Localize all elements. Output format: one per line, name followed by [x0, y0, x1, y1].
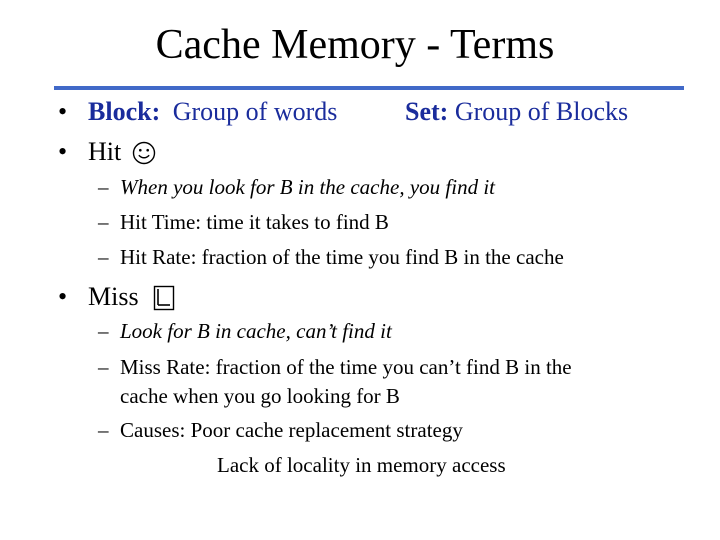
title-divider — [54, 86, 684, 90]
miss-dash-1: – — [98, 319, 109, 343]
smiley-face-icon — [132, 141, 156, 170]
block-definition — [88, 97, 337, 127]
set-definition — [405, 97, 628, 127]
set-text: Group of Blocks — [454, 97, 629, 126]
frown-face-icon — [153, 285, 175, 316]
block-text: Group of words — [172, 97, 338, 126]
miss-subitem-2-cont: cache when you go looking for B — [120, 384, 400, 408]
miss-subitem-1: Look for B in cache, can’t find it — [120, 319, 392, 343]
hit-subitem-3: Hit Rate: fraction of the time you find B in the cache — [120, 245, 564, 269]
set-term: Set: — [405, 97, 449, 126]
hit-dash-3: – — [98, 245, 109, 269]
bullet-miss: • — [58, 282, 68, 311]
hit-subitem-1: When you look for B in the cache, you find it — [120, 175, 495, 199]
slide-title: Cache Memory - Terms — [155, 22, 555, 68]
hit-subitem-2: Hit Time: time it takes to find B — [120, 210, 389, 234]
hit-label: Hit — [88, 137, 122, 166]
miss-dash-2: – — [98, 355, 109, 379]
miss-dash-3: – — [98, 418, 109, 442]
miss-subitem-2: Miss Rate: fraction of the time you can’t find B in the — [120, 355, 572, 379]
block-term: Block: — [88, 97, 161, 126]
miss-label: Miss — [88, 282, 139, 311]
miss-subitem-3: Causes: Poor cache replacement strategy — [120, 418, 463, 442]
bullet-block: • — [58, 97, 68, 126]
hit-dash-1: – — [98, 175, 109, 199]
bullet-hit: • — [58, 137, 68, 166]
hit-dash-2: – — [98, 210, 109, 234]
miss-subitem-4: Lack of locality in memory access — [217, 453, 506, 477]
